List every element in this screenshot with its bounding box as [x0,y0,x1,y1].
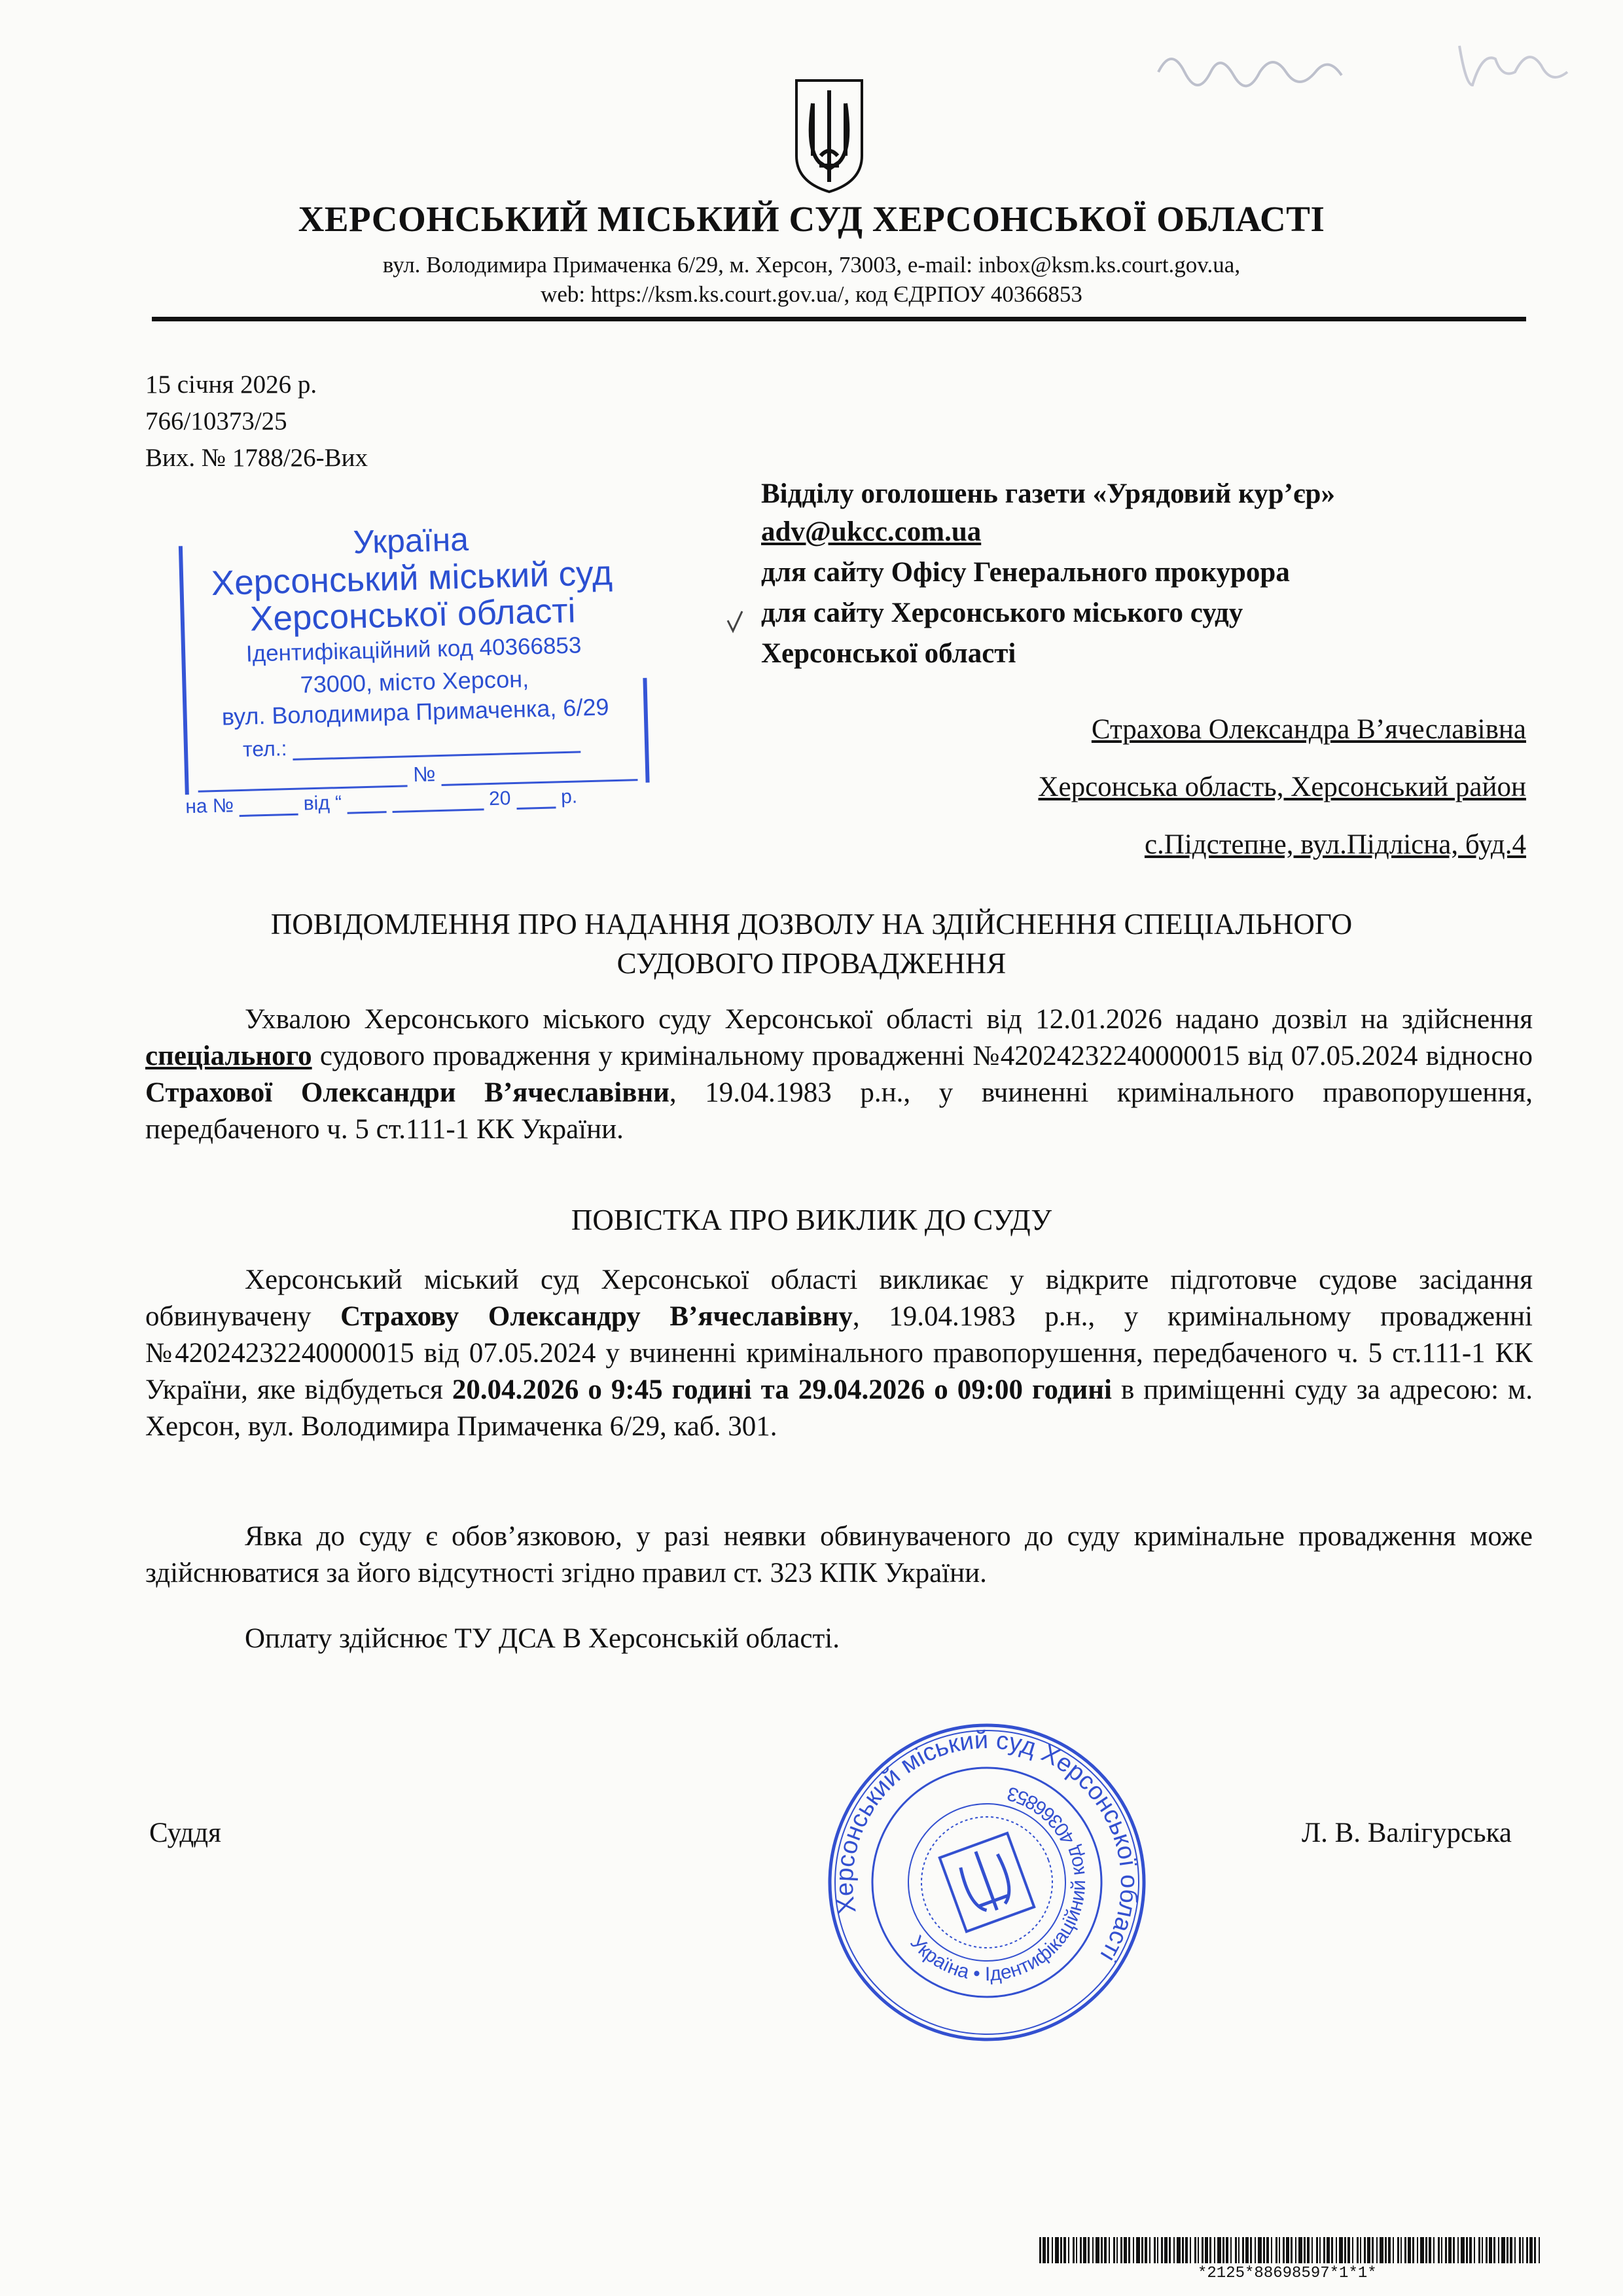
payment-paragraph: Оплату здійснює ТУ ДСА В Херсонській області. [245,1623,840,1654]
barcode-bar [1438,2237,1440,2263]
notice-title-line-1: ПОВІДОМЛЕННЯ ПРО НАДАННЯ ДОЗВОЛУ НА ЗДІЙСНЕННЯ СПЕЦІАЛЬНОГО [270,908,1353,941]
barcode-bar [1209,2237,1211,2263]
barcode-bar [1202,2237,1204,2263]
summons-title: ПОВІСТКА ПРО ВИКЛИК ДО СУДУ [571,1204,1052,1236]
barcode-bar [1336,2237,1337,2263]
barcode-bar [1482,2237,1483,2263]
barcode-bar [1145,2237,1147,2263]
notice-special-word: спеціального [145,1041,312,1071]
handwritten-note [1145,26,1603,105]
recipient-court-site: для сайту Херсонського міського суду [761,598,1243,628]
barcode-bar [1194,2237,1196,2263]
stamp-tel-label: тел.: [242,736,287,761]
barcode-bar [1478,2237,1480,2263]
barcode-bar [1397,2237,1399,2263]
barcode-bar [1311,2237,1313,2263]
header-divider [152,317,1526,321]
barcode-bar [1501,2237,1505,2263]
barcode-bar [1372,2237,1374,2263]
barcode-bar [1226,2237,1228,2263]
barcode-bar [1055,2237,1059,2263]
barcode-bar [1380,2237,1383,2263]
barcode-bar [1519,2237,1521,2263]
barcode-bar [1360,2237,1361,2263]
barcode-bar [1474,2237,1475,2263]
court-seal [823,1719,1150,2046]
barcode-bar [1498,2237,1499,2263]
barcode-bar [1080,2237,1082,2263]
barcode-bar [1190,2237,1191,2263]
barcode-bar [1052,2237,1053,2263]
barcode-bar [1217,2237,1221,2263]
summons-text-a: Херсонський міський суд Херсонської області викликає у відкрите підготовче судове засідання обвинувачену [145,1265,1533,1332]
barcode-bar [1291,2237,1293,2263]
barcode-bar [1060,2237,1062,2263]
notice-paragraph [145,1001,1533,1148]
barcode-bar [1420,2237,1424,2263]
barcode-bar [1352,2237,1353,2263]
barcode-bar [1128,2237,1130,2263]
barcode-bar [1534,2237,1536,2263]
barcode-bar [1096,2237,1099,2263]
barcode-bar [1347,2237,1350,2263]
barcode-bar [1073,2237,1075,2263]
barcode-bar [1164,2237,1168,2263]
barcode-bar [1404,2237,1406,2263]
barcode-bar [1109,2237,1110,2263]
stamp-vid-label: від “ [303,791,342,815]
barcode-bar [1154,2237,1156,2263]
court-address-line-2: web: https://ksm.ks.court.gov.ua/, код ЄДРПОУ 40366853 [541,281,1082,307]
notice-title-line-2: СУДОВОГО ПРОВАДЖЕННЯ [616,947,1007,980]
barcode-bar [1238,2237,1240,2263]
barcode-bar [1047,2237,1049,2263]
barcode-bar [1388,2237,1391,2263]
stamp-year-blank [516,806,556,810]
barcode-bar [1263,2237,1265,2263]
barcode-bar [1245,2237,1249,2263]
barcode-bar [1507,2237,1508,2263]
seal-outer-text: Херсонський міський суд Херсонської області [830,1726,1143,1967]
outgoing-number: Вих. № 1788/26-Вих [145,444,368,472]
barcode-bar [1169,2237,1171,2263]
barcode-bar [1230,2237,1232,2263]
barcode-bar [1133,2237,1134,2263]
recipient-prosecutor-site: для сайту Офісу Генерального прокурора [761,557,1290,588]
barcode-bar [1283,2237,1285,2263]
barcode-bar [1258,2237,1262,2263]
barcode-bar [1250,2237,1252,2263]
barcode-bar [1323,2237,1325,2263]
barcode-bar [1149,2237,1150,2263]
barcode-bar [1448,2237,1452,2263]
barcode-bar [1177,2237,1181,2263]
barcode-bar [1205,2237,1208,2263]
coat-of-arms-icon [793,77,865,195]
recipient-court-site-region: Херсонської області [761,638,1016,669]
barcode-bar [1076,2237,1077,2263]
notice-accused-name: Страхової Олександри В’ячеславівни [145,1077,669,1108]
seal-inner-text: Україна • Ідентифікаційний код 40366853 [906,1782,1090,1986]
barcode-bar [1486,2237,1488,2263]
barcode-bar [1364,2237,1366,2263]
barcode-bar [1266,2237,1269,2263]
barcode-bar [1088,2237,1090,2263]
barcode-bar [1083,2237,1086,2263]
stamp-number-label: № [412,762,436,787]
barcode-bar [1039,2237,1041,2263]
addressee-region: Херсонська область, Херсонський район [1038,772,1526,802]
barcode-bar [1113,2237,1115,2263]
barcode-bar [1161,2237,1163,2263]
barcode-bar [1453,2237,1455,2263]
recipient-newspaper: Відділу оголошень газети «Урядовий кур’єр» [761,478,1335,509]
barcode-bar [1286,2237,1289,2263]
addressee-street: с.Підстепне, вул.Підлісна, буд.4 [1144,829,1526,860]
barcode-bar [1182,2237,1184,2263]
notice-text-b: судового провадження у кримінальному провадженні №42024232240000015 від 07.05.2024 відносно [312,1041,1533,1071]
barcode-bar [1461,2237,1465,2263]
barcode-bar [1307,2237,1310,2263]
barcode-bar [1469,2237,1472,2263]
barcode-bar [1514,2237,1516,2263]
summons-text-b: , 19.04.1983 р.н., у кримінальному провадженні №42024232240000015 від 07.05.2024 у вчиненні кримінального правопорушення, передбаченого ч. 5 ст.111-1 КК України, яке відбудеться [145,1301,1533,1405]
barcode-bar [1298,2237,1302,2263]
barcode-bar [1279,2237,1280,2263]
stamp-line-5: 73000, місто Херсон, [300,665,529,698]
barcode-bar [1214,2237,1215,2263]
barcode-bar [1466,2237,1468,2263]
stamp-line-3: Херсонської області [249,591,577,639]
barcode-bar [1344,2237,1346,2263]
barcode-bar [1271,2237,1272,2263]
stamp-year-label: 20 [488,787,511,810]
barcode-bar [1376,2237,1378,2263]
barcode-bar [1510,2237,1512,2263]
stamp-month-blank [392,808,484,813]
barcode-bar [1385,2237,1387,2263]
barcode-bar [1120,2237,1122,2263]
barcode-bar [1092,2237,1094,2263]
stamp-na-label: на № [185,795,234,818]
barcode-bar [1429,2237,1431,2263]
addressee-name: Страхова Олександра В’ячеславівна [1091,714,1526,745]
court-registration-stamp [178,514,651,827]
barcode-bar [1433,2237,1435,2263]
barcode-bar [1393,2237,1394,2263]
barcode-bar [1101,2237,1103,2263]
check-mark-icon [725,609,745,635]
stamp-line-6: вул. Володимира Примаченка, 6/29 [221,693,609,730]
barcode-bar [1068,2237,1069,2263]
court-title: ХЕРСОНСЬКИЙ МІСЬКИЙ СУД ХЕРСОНСЬКОЇ ОБЛАСТІ [298,199,1325,239]
summons-paragraph [145,1262,1533,1445]
notice-text-c: , 19.04.1983 р.н., у вчиненні кримінального правопорушення, передбаченого ч. 5 ст.111-1 КК України. [145,1077,1533,1145]
barcode-bar [1331,2237,1333,2263]
attendance-paragraph: Явка до суду є обов’язковою, у разі неявки обвинуваченого до суду кримінальне провадження може здійснюватися за його відсутності згідно правил ст. 323 КПК України. [145,1521,1533,1588]
barcode-bar [1255,2237,1256,2263]
summons-accused-name: Страхову Олександру В’ячеславівну [340,1301,853,1332]
barcode-bar [1136,2237,1140,2263]
barcode-bar [1124,2237,1127,2263]
barcode-bar [1157,2237,1158,2263]
barcode-bar [1529,2237,1533,2263]
court-address-line-1: вул. Володимира Примаченка 6/29, м. Херсон, 73003, e-mail: inbox@ksm.ks.court.gov.ua, [382,252,1241,278]
barcode-bar [1222,2237,1224,2263]
barcode-bar [1043,2237,1046,2263]
barcode-graphic [1039,2237,1543,2263]
barcode-bar [1417,2237,1418,2263]
case-number: 766/10373/25 [145,407,287,435]
barcode-bar [1295,2237,1296,2263]
barcode-bar [1327,2237,1330,2263]
document-date: 15 січня 2026 р. [145,370,317,399]
barcode-bar [1522,2237,1524,2263]
barcode-bar [1198,2237,1199,2263]
barcode-bar [1275,2237,1277,2263]
barcode-bar [1357,2237,1359,2263]
barcode-bar [1367,2237,1370,2263]
stamp-line-1: Україна [352,520,469,561]
barcode-bar [1173,2237,1175,2263]
barcode-bar [1400,2237,1402,2263]
summons-hearing-dates: 20.04.2026 о 9:45 годині та 29.04.2026 о 09:00 годині [452,1374,1112,1405]
barcode-bar [1425,2237,1427,2263]
barcode-bar [1141,2237,1143,2263]
barcode-bar [1116,2237,1118,2263]
barcode-bar [1412,2237,1414,2263]
barcode-bar [1316,2237,1318,2263]
stamp-line-2: Херсонський міський суд [211,554,613,603]
barcode-bar [1457,2237,1459,2263]
barcode-bar [1304,2237,1306,2263]
barcode-bar [1235,2237,1237,2263]
stamp-day-blank [348,811,387,814]
barcode-bar [1539,2237,1540,2263]
barcode-bar [1445,2237,1447,2263]
judge-role: Суддя [149,1818,221,1848]
barcode-bar [1104,2237,1107,2263]
barcode-bar [1339,2237,1343,2263]
stamp-na-blank [240,814,298,817]
barcode-bar [1489,2237,1492,2263]
recipient-email: adv@ukcc.com.ua [761,516,982,547]
barcode-bar [1242,2237,1244,2263]
barcode-bar [1063,2237,1066,2263]
barcode-bar [1185,2237,1188,2263]
notice-text-a: Ухвалою Херсонського міського суду Херсонської області від 12.01.2026 надано дозвіл на здійснення [245,1004,1533,1035]
barcode-bar [1493,2237,1495,2263]
barcode-bar [1441,2237,1442,2263]
barcode-bar [1319,2237,1321,2263]
barcode-bar [1526,2237,1528,2263]
barcode-number: *2125*88698597*1*1* [1198,2265,1377,2282]
summons-text-c: в приміщенні суду за адресою: м. Херсон, вул. Володимира Примаченка 6/29, каб. 301. [145,1374,1533,1442]
stamp-r-label: р. [560,785,578,808]
stamp-line-4: Ідентифікаційний код 40366853 [245,632,582,667]
judge-name: Л. В. Валігурська [1301,1818,1512,1848]
barcode-bar [1408,2237,1411,2263]
